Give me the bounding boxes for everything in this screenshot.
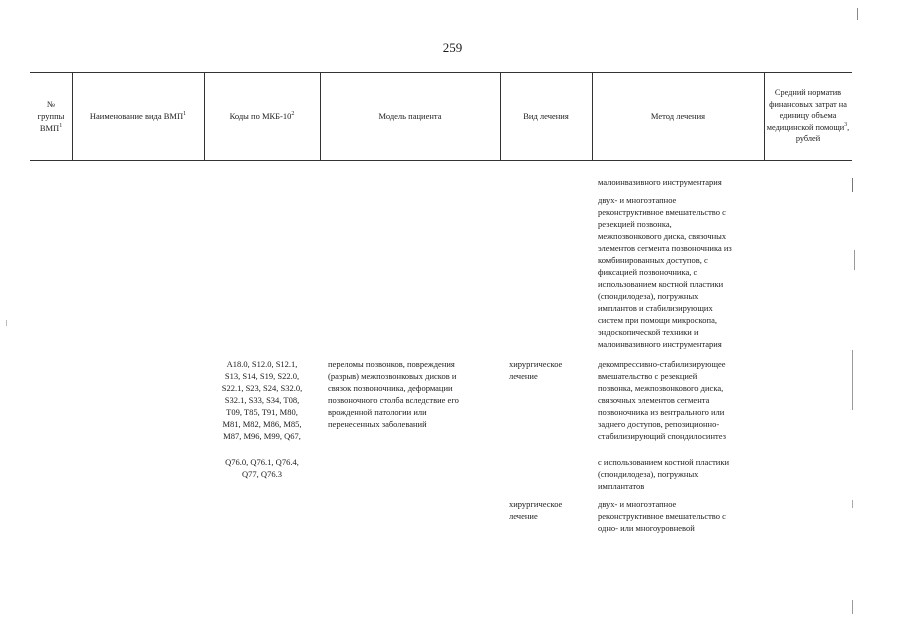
header-patient-model: Модель пациента <box>378 111 442 121</box>
header-treatment-method: Метод лечения <box>650 111 706 121</box>
scan-mark <box>854 250 855 270</box>
method-text-1: малоинвазивного инструментария <box>598 177 722 187</box>
scan-mark <box>6 320 7 326</box>
method-text-3: декомпрессивно-стабилизирующее вмешательство с резекцией позвонка, межпозвонкового диска, связочных элементов сегмента позвоночника из вентрального или заднего доступов, репозиционно- стабилизирующий спондилосинтез <box>598 359 726 441</box>
scan-mark <box>852 178 853 192</box>
header-vmp-name: Наименование вида ВМП$^1$ <box>89 111 187 121</box>
icd-codes-2: Q76.0, Q76.1, Q76.4, Q77, Q76.3 <box>225 457 299 479</box>
page-number: 259 <box>442 40 463 55</box>
treatment-type-1: хирургическое лечение <box>509 359 563 381</box>
method-text-2: двух- и многоэтапное реконструктивное вмешательство с резекцией позвонка, межпозвонкового диска, связочных элементов сегмента позвоночника из комбинированных доступов, с фиксацией позвоночника, с использованием костной пластики (спондилодеза), погружных имплантов и стабилизирующих систем при помощи микроскопа, эндоскопической техники и малоинвазивного инструментария <box>598 195 732 349</box>
header-average-cost: Средний норматив финансовых затрат на единицу объема медицинской помощи$^3$, рублей <box>766 88 850 144</box>
icd-codes-1: A18.0, S12.0, S12.1, S13, S14, S19, S22.0, S22.1, S23, S24, S32.0, S32.1, S33, S34, T08, T09, T85, T91, M80, M81, M82, M86, M85, M87, M96, M99, Q67, <box>221 359 303 441</box>
header-icd-codes: Коды по МКБ-$10^2$ <box>229 111 295 121</box>
header-treatment-type: Вид лечения <box>523 111 569 121</box>
scan-mark <box>852 350 853 410</box>
header-bottom-rule <box>30 160 852 161</box>
method-text-5: двух- и многоэтапное реконструктивное вмешательство с одно- или многоуровневой <box>598 499 726 533</box>
method-text-4: с использованием костной пластики (спондилодеза), погружных имплантатов <box>598 457 730 491</box>
scan-mark <box>852 600 853 614</box>
scan-mark <box>857 8 858 20</box>
scan-mark <box>852 500 853 508</box>
patient-model-text: переломы позвонков, повреждения (разрыв) межпозвонковых дисков и связок позвоночника, деформации позвоночного столба вследствие его врожденной патологии или перенесенных заболеваний <box>328 359 459 429</box>
header-group-number: № группы ВМП$^1$ <box>37 99 65 133</box>
treatment-type-2: хирургическое лечение <box>509 499 563 521</box>
col-divider <box>764 72 765 161</box>
